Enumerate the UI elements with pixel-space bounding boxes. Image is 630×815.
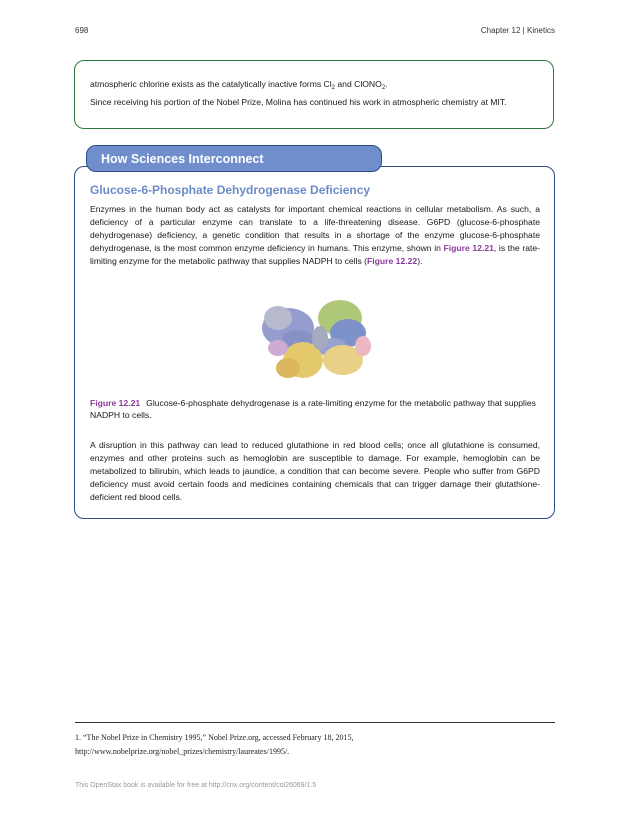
footnote: 1. “The Nobel Prize in Chemistry 1995,” Nobel Prize.org, accessed February 18, 2015, http://www.nobelprize.org/nobel_prizes/chemistry/laureates/1995/. [75, 733, 354, 756]
footnote-divider [75, 722, 555, 723]
figure-caption [90, 397, 540, 421]
figure-12-22-link[interactable]: Figure 12.22 [367, 256, 418, 266]
top-box-line-1: atmospheric chlorine exists as the catalytically inactive forms $Cl_2$ and ClONO$_2$. [90, 79, 388, 91]
page-footer: This OpenStax book is available for free at http://cnx.org/content/col26069/1.5 [75, 782, 317, 789]
feature-paragraph-2: A disruption in this pathway can lead to reduced glutathione in red blood cells; once all glutathione is consumed, enzymes and other proteins such as hemoglobin are susceptible to damage. For example, hemoglobin can be metabolized to bilirubin, which leads to jaundice, a condition that can become severe. People who suffer from G6PD deficiency must avoid certain foods and medicines containing chemicals that can trigger damage their glutathione-deficient red blood cells. [90, 440, 540, 502]
feature-paragraph-1: Enzymes in the human body act as catalysts for important chemical reactions in cellular metabolism. As such, a deficiency of a particular enzyme can translate to a life-threatening disease. G6PD (glucose-6-phosphate dehydrogenase) deficiency, a genetic condition that results in a shortage of the enzyme glucose-6-phosphate dehydrogenase, is the most common enzyme deficiency in humans. This enzyme, shown in Figure 12.21, is the rate-limiting enzyme for the metabolic pathway that supplies NADPH to cells (Figure 12.22). [90, 204, 541, 266]
chapter-title: Chapter 12 | Kinetics [480, 26, 555, 35]
feature-tab: How Sciences Interconnect [86, 145, 382, 172]
top-box-line-2: Since receiving his portion of the Nobel Prize, Molina has continued his work in atmospheric chemistry at MIT. [90, 97, 507, 107]
caption-label: Figure 12.21 [90, 398, 141, 408]
figure-12-21-link[interactable]: Figure 12.21 [443, 243, 494, 253]
protein-structure-image [248, 288, 378, 388]
continued-feature-box [74, 60, 554, 129]
page-number: 698 [75, 26, 89, 35]
feature-title: Glucose-6-Phosphate Dehydrogenase Deficiency [90, 183, 371, 197]
caption-text: Glucose-6-phosphate dehydrogenase is a rate-limiting enzyme for the metabolic pathway that supplies NADPH to cells. [90, 398, 536, 420]
